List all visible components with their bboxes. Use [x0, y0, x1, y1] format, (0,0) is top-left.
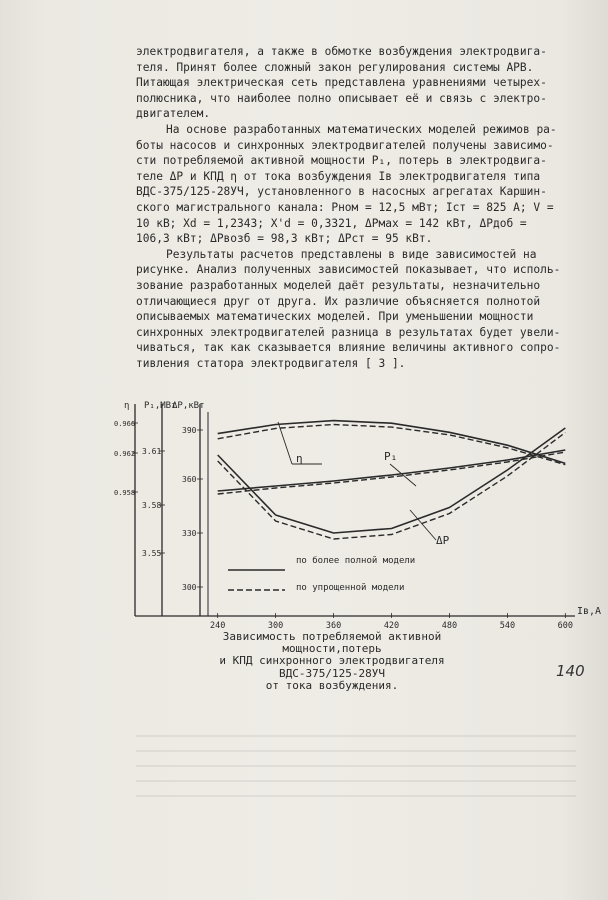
bleed-through: [136, 735, 576, 805]
x-tick-label: 300: [267, 621, 284, 631]
text-line: двигателем.: [136, 107, 211, 121]
text-line: зование разработанных моделей даёт результаты, незначительно: [136, 278, 541, 292]
x-tick-label: 360: [325, 621, 342, 631]
y-tick-label: 360: [182, 475, 197, 484]
text-line: 10 кВ; Xd = 1,2343; X'd = 0,3321, ΔPмах = 142 кВт, ΔPдоб =: [136, 216, 527, 230]
text-line: боты насосов и синхронных электродвигателей получены зависимо-: [136, 138, 554, 152]
text-line: отличающиеся друг от друга. Их различие объясняется полнотой: [136, 294, 541, 308]
text-line: синхронных электродвигателей разница в результатах будет увели-: [136, 325, 561, 339]
curve-label: η: [296, 452, 303, 465]
text-line: чиваться, так как сказывается влияние величины активного сопро-: [136, 341, 561, 355]
text-line: ВДС-375/125-28УЧ, установленного в насосных агрегатах Каршин-: [136, 185, 547, 199]
figure-caption: [182, 631, 482, 692]
legend-label-full: по более полной модели: [296, 556, 416, 566]
y-tick-label: 0.958: [114, 489, 136, 497]
series-line-full: [218, 428, 566, 533]
y-tick-label: 330: [182, 529, 197, 538]
legend-label-simplified: по упрощенной модели: [296, 583, 405, 593]
text-line: тивления статора электродвигателя [ 3 ].: [136, 356, 406, 370]
caption-line: и КПД синхронного электродвигателя ВДС-375/125-28УЧ: [219, 654, 445, 680]
curve-label: ΔP: [436, 534, 450, 547]
y-tick-label: 390: [182, 426, 197, 435]
text-line: электродвигателя, а также в обмотке возбуждения электродвига-: [136, 45, 547, 58]
text-line: описываемых математических моделей. При уменьшении мощности: [136, 310, 534, 324]
chart-series: [218, 421, 566, 539]
text-line: теля. Принят более сложный закон регулирования системы АРВ.: [136, 60, 534, 74]
y-tick-label: 3.55: [142, 549, 162, 558]
text-line: Результаты расчетов представлены в виде зависимостей на: [166, 247, 537, 261]
x-axis-label: Iв,А: [577, 606, 602, 617]
text-line: рисунке. Анализ полученных зависимостей показывает, что исполь-: [136, 263, 561, 277]
chart-labels: [114, 401, 601, 631]
text-line: Питающая электрическая сеть представлена уравнениями четырех-: [136, 76, 547, 90]
y-tick-label: 0.962: [114, 450, 136, 458]
text-line: полюсника, что наиболее полно описывает её и связь с электро-: [136, 91, 547, 105]
y-tick-label: 0.966: [114, 420, 136, 428]
caption-line: от тока возбуждения.: [265, 678, 399, 692]
text-line: ского магистрального канала: Pном = 12,5 мВт; Iст = 825 А; V =: [136, 200, 554, 214]
text-line: теле ΔP и КПД η от тока возбуждения Iв электродвигателя типа: [136, 169, 541, 183]
body-text: [136, 44, 576, 371]
caption-line: Зависимость потребляемой активной мощности,потерь: [222, 630, 442, 656]
figure-chart: [100, 398, 602, 631]
y-axis-label: ΔP,кВт: [172, 401, 205, 411]
curve-label: P₁: [384, 450, 398, 463]
y-axis-label: P₁,МВт: [144, 401, 177, 411]
x-tick-label: 540: [499, 621, 516, 631]
text-line: сти потребляемой активной мощности P₁, потерь в электродвига-: [136, 154, 547, 168]
y-tick-label: 300: [182, 583, 197, 592]
y-tick-label: 3.61: [142, 447, 162, 456]
page-number: 140: [556, 662, 585, 680]
x-tick-label: 480: [441, 621, 458, 631]
y-axis-label: η: [124, 401, 130, 411]
x-tick-label: 420: [383, 621, 400, 631]
x-tick-label: 240: [209, 621, 226, 631]
x-tick-label: 600: [557, 621, 574, 631]
y-tick-label: 3.58: [142, 501, 162, 510]
text-line: 106,3 кВт; ΔPвозб = 98,3 кВт; ΔPст = 95 кВт.: [136, 232, 433, 246]
text-line: На основе разработанных математических моделей режимов ра-: [166, 122, 557, 136]
